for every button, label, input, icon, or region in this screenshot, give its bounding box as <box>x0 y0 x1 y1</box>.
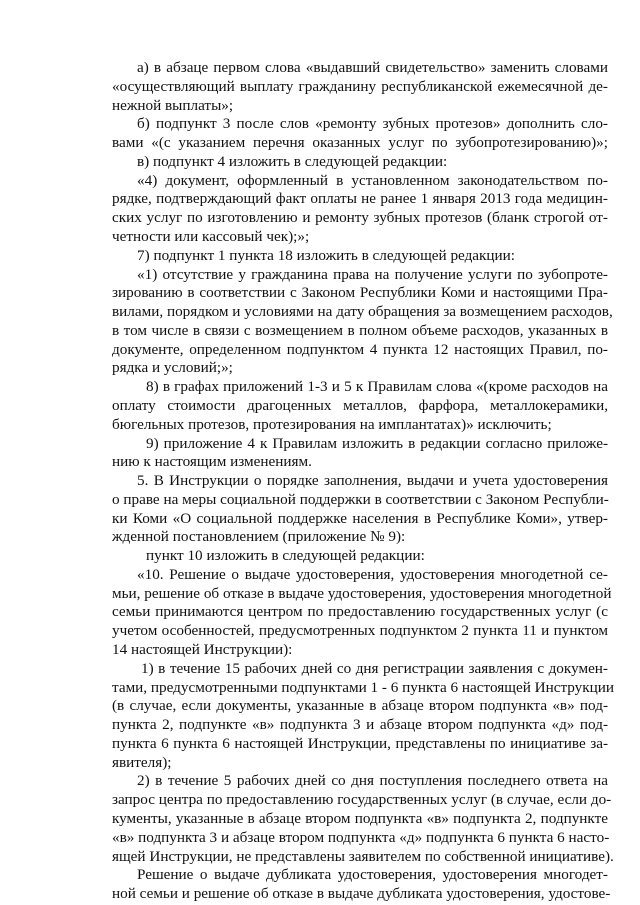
text-line: учетом особенностей, предусмотренных подпунктом 2 пункта 11 и пунктом <box>112 622 608 640</box>
text-line: «10. Решение о выдаче удостоверения, удостоверения многодетной се- <box>137 565 608 583</box>
text-line: тами, предусмотренными подпунктами 1 - 6 пункта 6 настоящей Инструкции <box>112 678 615 696</box>
text-line: 14 настоящей Инструкции): <box>112 641 293 658</box>
text-line: 7) подпункт 1 пункта 18 изложить в следующей редакции: <box>137 246 516 264</box>
text-line: «в» подпункта 3 и абзаце втором подпункта «д» подпункта 6 пункта 6 насто- <box>112 828 610 846</box>
text-line: ских услуг по изготовлению и ремонту зубных протезов (бланк строгой от- <box>112 209 608 227</box>
text-line: запрос центра по предоставлению государственных услуг (в случае, если до- <box>112 791 612 809</box>
text-line: оплату стоимости драгоценных металлов, фарфора, металлокерамики, <box>112 396 608 414</box>
text-line: рядка и условий;»; <box>112 359 233 377</box>
text-line: 1) в течение 15 рабочих дней со дня регистрации заявления с докумен- <box>141 659 608 677</box>
text-line: пункта 6 пункта 6 настоящей Инструкции, представлены по инициативе за- <box>112 734 608 752</box>
text-line: в) подпункт 4 изложить в следующей редакции: <box>137 152 448 170</box>
text-line: пункта 2, подпункте «в» подпункта 3 и абзаце втором подпункта «д» под- <box>112 716 608 733</box>
text-line: зированию в соответствии с Законом Республики Коми и настоящими Пра- <box>112 284 608 302</box>
text-line: 9) приложение 4 к Правилам изложить в редакции согласно приложе- <box>146 434 608 452</box>
text-line: Решение о выдаче дубликата удостоверения, удостоверения многодет- <box>137 866 608 884</box>
text-line: 2) в течение 5 рабочих дней со дня поступления последнего ответа на <box>137 772 608 790</box>
text-line: мьи, решение об отказе в выдаче удостоверения, удостоверения многодетной <box>112 584 612 602</box>
text-line: (в случае, если документы, указанные в абзаце втором подпункта «в» под- <box>112 697 608 715</box>
text-line: в том числе в связи с возмещением в полном объеме расходов, указанных в <box>112 321 608 339</box>
text-line: вилами, порядком и условиями на дату обращения за возмещением расходов, <box>112 303 613 320</box>
text-line: 8) в графах приложений 1-3 и 5 к Правилам слова «(кроме расходов на <box>146 378 608 396</box>
text-line: бюгельных протезов, протезирования на имплантатах)» исключить; <box>112 415 552 433</box>
text-line: документе, определенном подпунктом 4 пункта 12 настоящих Правил, по- <box>112 340 608 358</box>
text-line: о праве на меры социальной поддержки в соответствии с Законом Республи- <box>112 490 609 508</box>
text-line: кументы, указанные в абзаце втором подпункта «в» подпункта 2, подпункте <box>112 809 608 827</box>
text-line: ной семьи и решение об отказе в выдаче дубликата удостоверения, удостове- <box>112 885 611 902</box>
text-line: «4) документ, оформленный в установленном законодательством по- <box>137 171 608 189</box>
text-line: 5. В Инструкции о порядке заполнения, выдачи и учета удостоверения <box>137 472 608 489</box>
text-line: вами «(с указанием перечня оказанных услуг по зубопротезированию)»; <box>112 134 608 152</box>
text-line: четности или кассовый чек);»; <box>112 228 310 245</box>
text-line: ки Коми «О социальной поддержке населения в Республике Коми», утвер- <box>112 509 608 527</box>
text-line: явителя); <box>112 753 172 771</box>
text-line: ящей Инструкции, не представлены заявителем по собственной инициативе). <box>112 847 614 865</box>
text-line: а) в абзаце первом слова «выдавший свидетельство» заменить словами <box>137 59 608 76</box>
text-line: жденной постановлением (приложение № 9): <box>112 528 406 546</box>
text-line: семьи принимаются центром по предоставлению государственных услуг (с <box>112 603 608 621</box>
text-line: «1) отсутствие у гражданина права на получение услуги по зубопроте- <box>137 265 608 283</box>
text-line: рядке, подтверждающий факт оплаты не ранее 1 января 2013 года медицин- <box>112 190 608 208</box>
text-line: «осуществляющий выплату гражданину республиканской ежемесячной де- <box>112 77 608 95</box>
text-line: б) подпункт 3 после слов «ремонту зубных протезов» дополнить сло- <box>137 115 608 133</box>
text-line: нию к настоящим изменениям. <box>112 453 312 471</box>
text-line: пункт 10 изложить в следующей редакции: <box>146 547 425 565</box>
text-line: нежной выплаты»; <box>112 96 234 114</box>
